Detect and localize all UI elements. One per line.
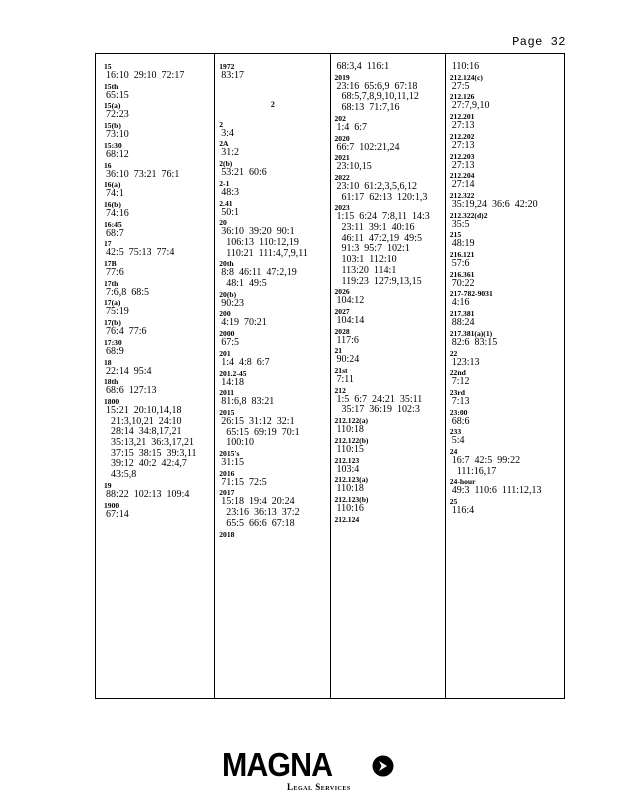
page-line-refs: 72:23 <box>106 109 129 121</box>
index-entry <box>450 497 557 517</box>
page-line-refs: 68:9 <box>106 345 124 357</box>
index-entry <box>335 495 442 515</box>
magna-logo <box>222 748 397 794</box>
logo-wordmark: MAGNA <box>222 746 333 783</box>
page-line-refs: 7:12 <box>451 376 470 388</box>
page-line-refs: 48:3 <box>221 186 240 198</box>
index-term: 2.41 <box>219 198 233 208</box>
page-line-refs: 110:18 <box>336 424 364 436</box>
index-term: 15(b) <box>104 121 121 131</box>
page-line-refs: 14:18 <box>221 376 245 388</box>
page-line-refs: 8:8 46:11 47:2,19 <box>221 267 297 279</box>
index-entry <box>335 173 442 203</box>
index-entry <box>335 346 442 366</box>
index-term: 20 <box>219 218 227 228</box>
index-term: 22nd <box>449 368 466 378</box>
index-entry <box>335 386 442 416</box>
page-line-refs: 68:7 <box>106 227 124 239</box>
index-term: 217-782-9031 <box>449 289 493 299</box>
page-line-refs: 16:7 42:5 99:22 <box>451 455 521 467</box>
index-term: 202 <box>334 113 346 123</box>
index-term: 212.322 <box>449 190 475 200</box>
index-term: 1800 <box>104 396 120 406</box>
index-term: 17 <box>104 239 112 249</box>
index-term: 2 <box>270 99 275 109</box>
page-line-refs: 74:1 <box>106 188 124 200</box>
index-entry <box>219 139 326 159</box>
index-term: 2022 <box>334 172 350 182</box>
page-line-refs: 110:18 <box>336 483 364 495</box>
page-line-refs: 90:24 <box>336 354 360 366</box>
index-term: 2-1 <box>219 178 230 188</box>
page-line-refs: 39:12 40:2 42:4,7 <box>106 458 187 470</box>
index-term: 22 <box>449 348 458 358</box>
index-entry <box>104 259 211 279</box>
page-line-refs: 71:15 72:5 <box>221 476 267 488</box>
page-line-refs: 88:24 <box>451 317 475 329</box>
index-term: 216.121 <box>449 250 475 260</box>
page-line-refs: 26:15 31:12 32:1 <box>221 415 295 427</box>
index-entry <box>104 141 211 161</box>
index-term: 21st <box>334 366 348 376</box>
index-term: 212.202 <box>449 131 475 141</box>
index-term: 15 <box>104 62 112 71</box>
index-term: 217.381 <box>449 309 475 319</box>
index-entry <box>335 153 442 173</box>
page-line-refs: 82:6 83:15 <box>451 336 498 348</box>
page-line-refs: 27:13 <box>451 159 475 171</box>
index-term: 212.204 <box>449 171 475 181</box>
index-entry <box>104 180 211 200</box>
index-entry <box>219 179 326 199</box>
index-entry <box>219 349 326 369</box>
index-entry <box>450 309 557 329</box>
page-line-refs: 65:15 <box>106 89 129 101</box>
index-term: 25 <box>449 497 458 507</box>
index-entry <box>450 388 557 408</box>
page-line-refs: 4:19 70:21 <box>221 317 267 329</box>
index-entry <box>104 318 211 338</box>
index-entry <box>335 475 442 495</box>
index-term: 212.122(a) <box>334 416 369 426</box>
index-entry <box>219 199 326 219</box>
index-term: 2018 <box>219 529 235 539</box>
page-line-refs: 123:13 <box>451 356 480 368</box>
index-term: 2(b) <box>219 159 233 169</box>
index-term: 212.322(d)2 <box>449 210 488 220</box>
page-line-refs: 23:10 61:2,3,5,6,12 <box>336 180 418 192</box>
page-line-refs: 81:6,8 83:21 <box>221 396 275 408</box>
page-line-refs: 53:21 60:6 <box>221 167 267 179</box>
index-entry <box>104 220 211 240</box>
page-line-refs: 104:12 <box>336 295 365 307</box>
index-term: 212 <box>334 385 346 395</box>
page-line-refs: 28:14 34:8,17,21 <box>106 426 182 438</box>
page-line-refs: 116:4 <box>451 505 475 517</box>
page-line-refs: 1:4 4:8 6:7 <box>221 356 270 368</box>
page-line-refs: 103:1 112:10 <box>336 254 397 266</box>
index-column-2 <box>214 54 329 698</box>
index-entry <box>219 530 326 539</box>
index-entry <box>335 515 442 524</box>
page-line-refs: 110:16 <box>451 61 480 72</box>
page-line-refs: 66:7 102:21,24 <box>336 141 400 153</box>
index-term: 201 <box>219 348 231 358</box>
index-term: 212.124(c) <box>449 72 483 82</box>
index-entry <box>335 436 442 456</box>
index-entry <box>450 171 557 191</box>
page-line-refs: 70:22 <box>451 277 475 289</box>
page-line-refs: 37:15 38:15 39:3,11 <box>106 447 197 459</box>
index-term: 217.381(a)(1) <box>449 328 493 338</box>
index-term: 17(b) <box>104 318 121 328</box>
index-entry <box>450 349 557 369</box>
index-entry <box>450 73 557 93</box>
page-line-refs: 49:3 110:6 111:12,13 <box>451 485 542 497</box>
index-entry <box>219 369 326 389</box>
index-term: 17(a) <box>104 298 121 308</box>
index-term: 2011 <box>219 388 235 398</box>
page-line-refs: 15:18 19:4 20:24 <box>221 496 295 508</box>
index-entry <box>335 134 442 154</box>
index-term: 212.126 <box>449 92 475 102</box>
page-line-refs: 48:19 <box>451 238 475 250</box>
index-entry <box>219 408 326 449</box>
index-entry <box>450 211 557 231</box>
index-term: 2 <box>219 119 224 129</box>
index-term: 15(a) <box>104 101 121 111</box>
index-entry <box>335 366 442 386</box>
index-entry <box>104 121 211 141</box>
index-entry <box>104 82 211 102</box>
index-entry <box>219 469 326 489</box>
page-line-refs: 43:5,8 <box>106 469 137 481</box>
page-line-refs: 77:6 <box>106 267 124 279</box>
index-term: 1972 <box>219 62 235 71</box>
index-column-1 <box>100 54 214 698</box>
index-entry <box>450 92 557 112</box>
word-index <box>95 53 565 699</box>
index-term: 2015's <box>219 449 240 459</box>
index-term: 1900 <box>104 500 120 510</box>
index-term: 201.2-45 <box>219 368 247 378</box>
page-line-refs: 61:17 62:13 120:1,3 <box>336 191 428 203</box>
index-term: 2023 <box>334 203 350 213</box>
page-line-refs: 68:12 <box>106 148 129 160</box>
index-entry <box>104 501 211 521</box>
page-line-refs: 68:3,4 116:1 <box>336 61 390 72</box>
index-term: 212.123(b) <box>334 494 369 504</box>
index-term: 2015 <box>219 407 235 417</box>
arrow-circle-icon <box>372 755 394 777</box>
index-entry <box>104 338 211 358</box>
index-entry <box>335 456 442 476</box>
page-line-refs: 67:5 <box>221 337 240 349</box>
page-line-refs: 35:17 36:19 102:3 <box>336 404 420 416</box>
page-line-refs: 50:1 <box>221 206 240 218</box>
page-line-refs: 113:20 114:1 <box>336 264 397 276</box>
index-entry <box>450 250 557 270</box>
page-line-refs: 111:16,17 <box>451 465 497 477</box>
page-line-refs: 88:22 102:13 109:4 <box>106 488 190 500</box>
index-term: 2020 <box>334 133 350 143</box>
index-term: 17:30 <box>104 337 122 347</box>
index-entry <box>450 191 557 211</box>
index-entry <box>104 397 211 481</box>
page-line-refs: 27:13 <box>451 120 475 132</box>
page-line-refs: 7:13 <box>451 395 470 407</box>
index-term: 16:45 <box>104 219 122 229</box>
page-line-refs: 110:16 <box>336 502 364 514</box>
index-entry <box>219 120 326 140</box>
index-entry <box>450 112 557 132</box>
index-entry <box>104 358 211 378</box>
index-entry <box>335 203 442 287</box>
page-line-refs: 23:11 39:1 40:16 <box>336 222 415 234</box>
page-line-refs: 83:17 <box>221 70 245 81</box>
page-line-refs: 65:15 69:19 70:1 <box>221 426 300 438</box>
page-line-refs: 21:3,10,21 24:10 <box>106 415 182 427</box>
page-line-refs: 36:10 73:21 76:1 <box>106 168 180 180</box>
index-entry <box>335 73 442 114</box>
index-term: 2000 <box>219 329 235 339</box>
page-line-refs: 67:14 <box>106 508 129 520</box>
page-line-refs: 36:10 39:20 90:1 <box>221 226 295 238</box>
page-line-refs: 68:6 <box>451 415 470 427</box>
index-term: 20th <box>219 259 234 269</box>
index-entry <box>335 62 442 73</box>
page-line-refs: 35:13,21 36:3,17,21 <box>106 437 195 449</box>
index-entry <box>104 481 211 501</box>
page-line-refs: 110:21 111:4,7,9,11 <box>221 247 308 259</box>
page-line-refs: 22:14 95:4 <box>106 365 152 377</box>
page-line-refs: 106:13 110:12,19 <box>221 236 299 248</box>
index-entry <box>335 287 442 307</box>
index-term: 16(a) <box>104 180 121 190</box>
index-entry <box>219 488 326 529</box>
page-line-refs: 23:16 65:6,9 67:18 <box>336 80 418 92</box>
page-line-refs: 48:1 49:5 <box>221 278 267 290</box>
index-term: 17B <box>104 259 117 269</box>
index-term: 17th <box>104 278 119 288</box>
index-term: 215 <box>449 230 462 240</box>
page-line-refs: 104:14 <box>336 314 365 326</box>
index-entry <box>104 298 211 318</box>
index-entry <box>104 101 211 121</box>
page-line-refs: 76:4 77:6 <box>106 326 147 338</box>
index-entry <box>450 62 557 73</box>
page-line-refs: 35:5 <box>451 218 470 230</box>
page-line-refs: 7:6,8 68:5 <box>106 286 150 298</box>
index-term: 15:30 <box>104 140 122 150</box>
index-term: 21 <box>334 346 343 356</box>
index-entry <box>219 449 326 469</box>
page-line-refs: 35:19,24 36:6 42:20 <box>451 198 538 210</box>
index-term: 2021 <box>334 153 350 163</box>
page-line-refs: 90:23 <box>221 297 245 309</box>
index-entry <box>219 100 326 109</box>
page-line-refs: 68:6 127:13 <box>106 385 157 397</box>
page-line-refs: 27:7,9,10 <box>451 100 490 112</box>
index-term: 18 <box>104 357 112 367</box>
index-entry <box>450 408 557 428</box>
logo-tagline: Legal Services <box>287 782 351 792</box>
index-entry <box>104 161 211 181</box>
page-line-refs: 27:14 <box>451 179 475 191</box>
index-term: 2019 <box>334 72 350 82</box>
page-line-refs: 91:3 95:7 102:1 <box>336 243 410 255</box>
index-entry <box>104 62 211 82</box>
page-line-refs: 4:16 <box>451 297 470 309</box>
index-term: 212.203 <box>449 151 475 161</box>
index-term: 212.122(b) <box>334 435 369 445</box>
page-line-refs: 75:19 <box>106 306 129 318</box>
index-term: 18th <box>104 377 119 387</box>
index-entry <box>335 327 442 347</box>
index-entry <box>450 289 557 309</box>
page-line-refs: 1:4 6:7 <box>336 121 368 133</box>
page-line-refs: 110:15 <box>336 443 364 455</box>
index-term: 15th <box>104 81 119 91</box>
index-entry <box>450 329 557 349</box>
page-line-refs: 3:4 <box>221 127 235 139</box>
index-term: 23rd <box>449 387 465 397</box>
index-entry <box>104 239 211 259</box>
index-entry <box>450 477 557 497</box>
index-entry <box>219 62 326 82</box>
index-term: 216.361 <box>449 269 475 279</box>
index-entry <box>104 377 211 397</box>
index-entry <box>450 152 557 172</box>
page-line-refs: 117:6 <box>336 334 359 346</box>
page-line-refs: 15:21 20:10,14,18 <box>106 404 182 416</box>
index-entry <box>450 230 557 250</box>
index-term: 212.201 <box>449 112 475 122</box>
page-line-refs: 31:2 <box>221 147 240 159</box>
index-term: 212.124 <box>334 514 360 524</box>
index-entry <box>219 309 326 329</box>
index-entry <box>335 307 442 327</box>
page-line-refs: 23:10,15 <box>336 161 372 173</box>
page-line-refs: 57:6 <box>451 258 470 270</box>
page-line-refs: 27:5 <box>451 80 470 92</box>
page-line-refs: 74:16 <box>106 207 129 219</box>
index-term: 24 <box>449 447 458 457</box>
index-term: 23:00 <box>449 407 468 417</box>
index-term: 2026 <box>334 287 350 297</box>
index-entry <box>450 427 557 447</box>
index-term: 16 <box>104 160 112 170</box>
index-term: 200 <box>219 309 231 319</box>
index-entry <box>450 270 557 290</box>
page-line-refs: 31:15 <box>221 457 245 469</box>
page-line-refs: 100:10 <box>221 437 255 449</box>
page-line-refs: 68:5,7,8,9,10,11,12 <box>336 91 419 103</box>
page-line-refs: 68:13 71:7,16 <box>336 102 400 114</box>
index-column-4 <box>445 54 560 698</box>
page-line-refs: 27:13 <box>451 139 475 151</box>
index-entry <box>335 114 442 134</box>
index-column-3 <box>330 54 445 698</box>
index-entry <box>450 132 557 152</box>
index-term: 212.123 <box>334 455 360 465</box>
index-entry <box>219 218 326 259</box>
index-term: 2028 <box>334 326 350 336</box>
page-line-refs: 42:5 75:13 77:4 <box>106 247 175 259</box>
index-entry <box>219 259 326 289</box>
index-term: 2017 <box>219 488 235 498</box>
index-entry <box>219 388 326 408</box>
index-term: 2027 <box>334 306 350 316</box>
page-line-refs: 73:10 <box>106 129 129 141</box>
page-line-refs: 103:4 <box>336 463 360 475</box>
index-term: 19 <box>104 480 112 490</box>
index-term: 2A <box>219 139 229 149</box>
index-term: 233 <box>449 427 462 437</box>
index-entry <box>104 279 211 299</box>
index-term: 24-hour <box>449 477 476 487</box>
index-entry <box>450 447 557 477</box>
page-line-refs: 23:16 36:13 37:2 <box>221 507 300 519</box>
page-line-refs: 5:4 <box>451 435 465 447</box>
page-line-refs: 119:23 127:9,13,15 <box>336 275 422 287</box>
index-entry <box>450 368 557 388</box>
index-term: 212.123(a) <box>334 475 369 485</box>
index-term: 20(b) <box>219 289 237 299</box>
page-line-refs: 1:15 6:24 7:8,11 14:3 <box>336 211 430 223</box>
page-line-refs: 46:11 47:2,19 49:5 <box>336 232 422 244</box>
page-number: Page 32 <box>512 35 566 49</box>
index-entry <box>335 416 442 436</box>
page-line-refs: 1:5 6:7 24:21 35:11 <box>336 393 423 405</box>
page-line-refs: 65:5 66:6 67:18 <box>221 517 295 529</box>
index-term: 16(b) <box>104 199 121 209</box>
index-entry <box>104 200 211 220</box>
page-line-refs: 16:10 29:10 72:17 <box>106 70 185 81</box>
index-entry <box>219 290 326 310</box>
index-term: 2016 <box>219 468 235 478</box>
page-line-refs: 7:11 <box>336 374 354 386</box>
index-entry <box>219 159 326 179</box>
index-entry <box>219 329 326 349</box>
